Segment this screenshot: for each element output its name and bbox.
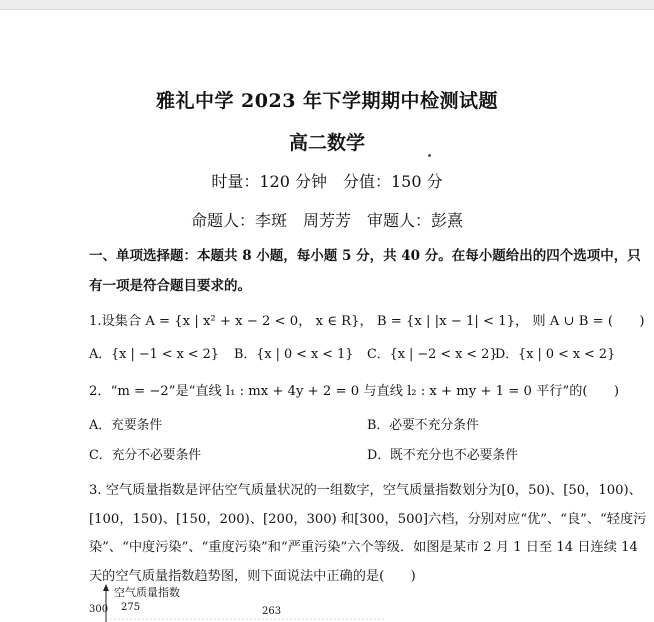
chart-y-tick-300: 300 [89,604,109,615]
time-and-score: 时量：120 分钟 分值：150 分 [211,172,443,191]
question-3-line3: 染”、“中度污染”、“重度污染”和“严重污染”六个等级．如图是某市 2 月 1 日至 14 日连续 14 [89,540,638,555]
exam-subject: 高二数学 [288,132,365,154]
question-1-option-b: B．{x | 0 < x < 1} [234,347,354,362]
exam-page [0,10,654,622]
section-heading-line2: 有一项是符合题目要求的。 [89,278,251,294]
chart-y-label: 空气质量指数 [114,586,180,599]
chart-y-axis-arrow [103,584,109,591]
question-3-line2: [100，150)、[150，200)、[200，300) 和[300，500]六档，分别对应“优”、“良”、“轻度污 [89,512,647,527]
question-3-line4: 天的空气质量指数趋势图，则下面说法中正确的是( ) [89,569,416,584]
question-2-option-a: A．充要条件 [89,418,163,433]
exam-title: 雅礼中学 2023 年下学期期中检测试题 [155,90,499,112]
exam-authors: 命题人：李斑 周芳芳 审题人：彭熹 [190,211,463,230]
viewer-top-bar [0,0,654,10]
question-2-option-d: D．既不充分也不必要条件 [367,448,519,463]
question-1-option-a: A．{x | −1 < x < 2} [89,347,219,362]
speck [428,154,431,157]
chart-data-label-275: 275 [121,602,141,613]
question-2-option-c: C．充分不必要条件 [89,448,202,463]
question-1-option-c: C．{x | −2 < x < 2} [367,347,498,362]
question-2-option-b: B．必要不充分条件 [367,418,479,433]
chart-data-label-263: 263 [262,606,282,617]
question-2-stem: 2．“m = −2”是“直线 l₁ : mx + 4y + 2 = 0 与直线 l₂ : x + my + 1 = 0 平行”的( ) [89,384,620,399]
section-heading-line1: 一、单项选择题：本题共 8 小题，每小题 5 分，共 40 分。在每小题给出的四个选项中，只 [89,248,641,264]
question-3-line1: 3. 空气质量指数是评估空气质量状况的一组数字，空气质量指数划分为[0，50)、[50，100)、 [89,483,642,498]
question-1-option-d: D．{x | 0 < x < 2} [495,347,616,362]
question-1-stem: 1.设集合 A = {x | x² + x − 2 < 0， x ∈ R}， B = {x | |x − 1| < 1}， 则 A ∪ B = ( ) [89,314,645,329]
